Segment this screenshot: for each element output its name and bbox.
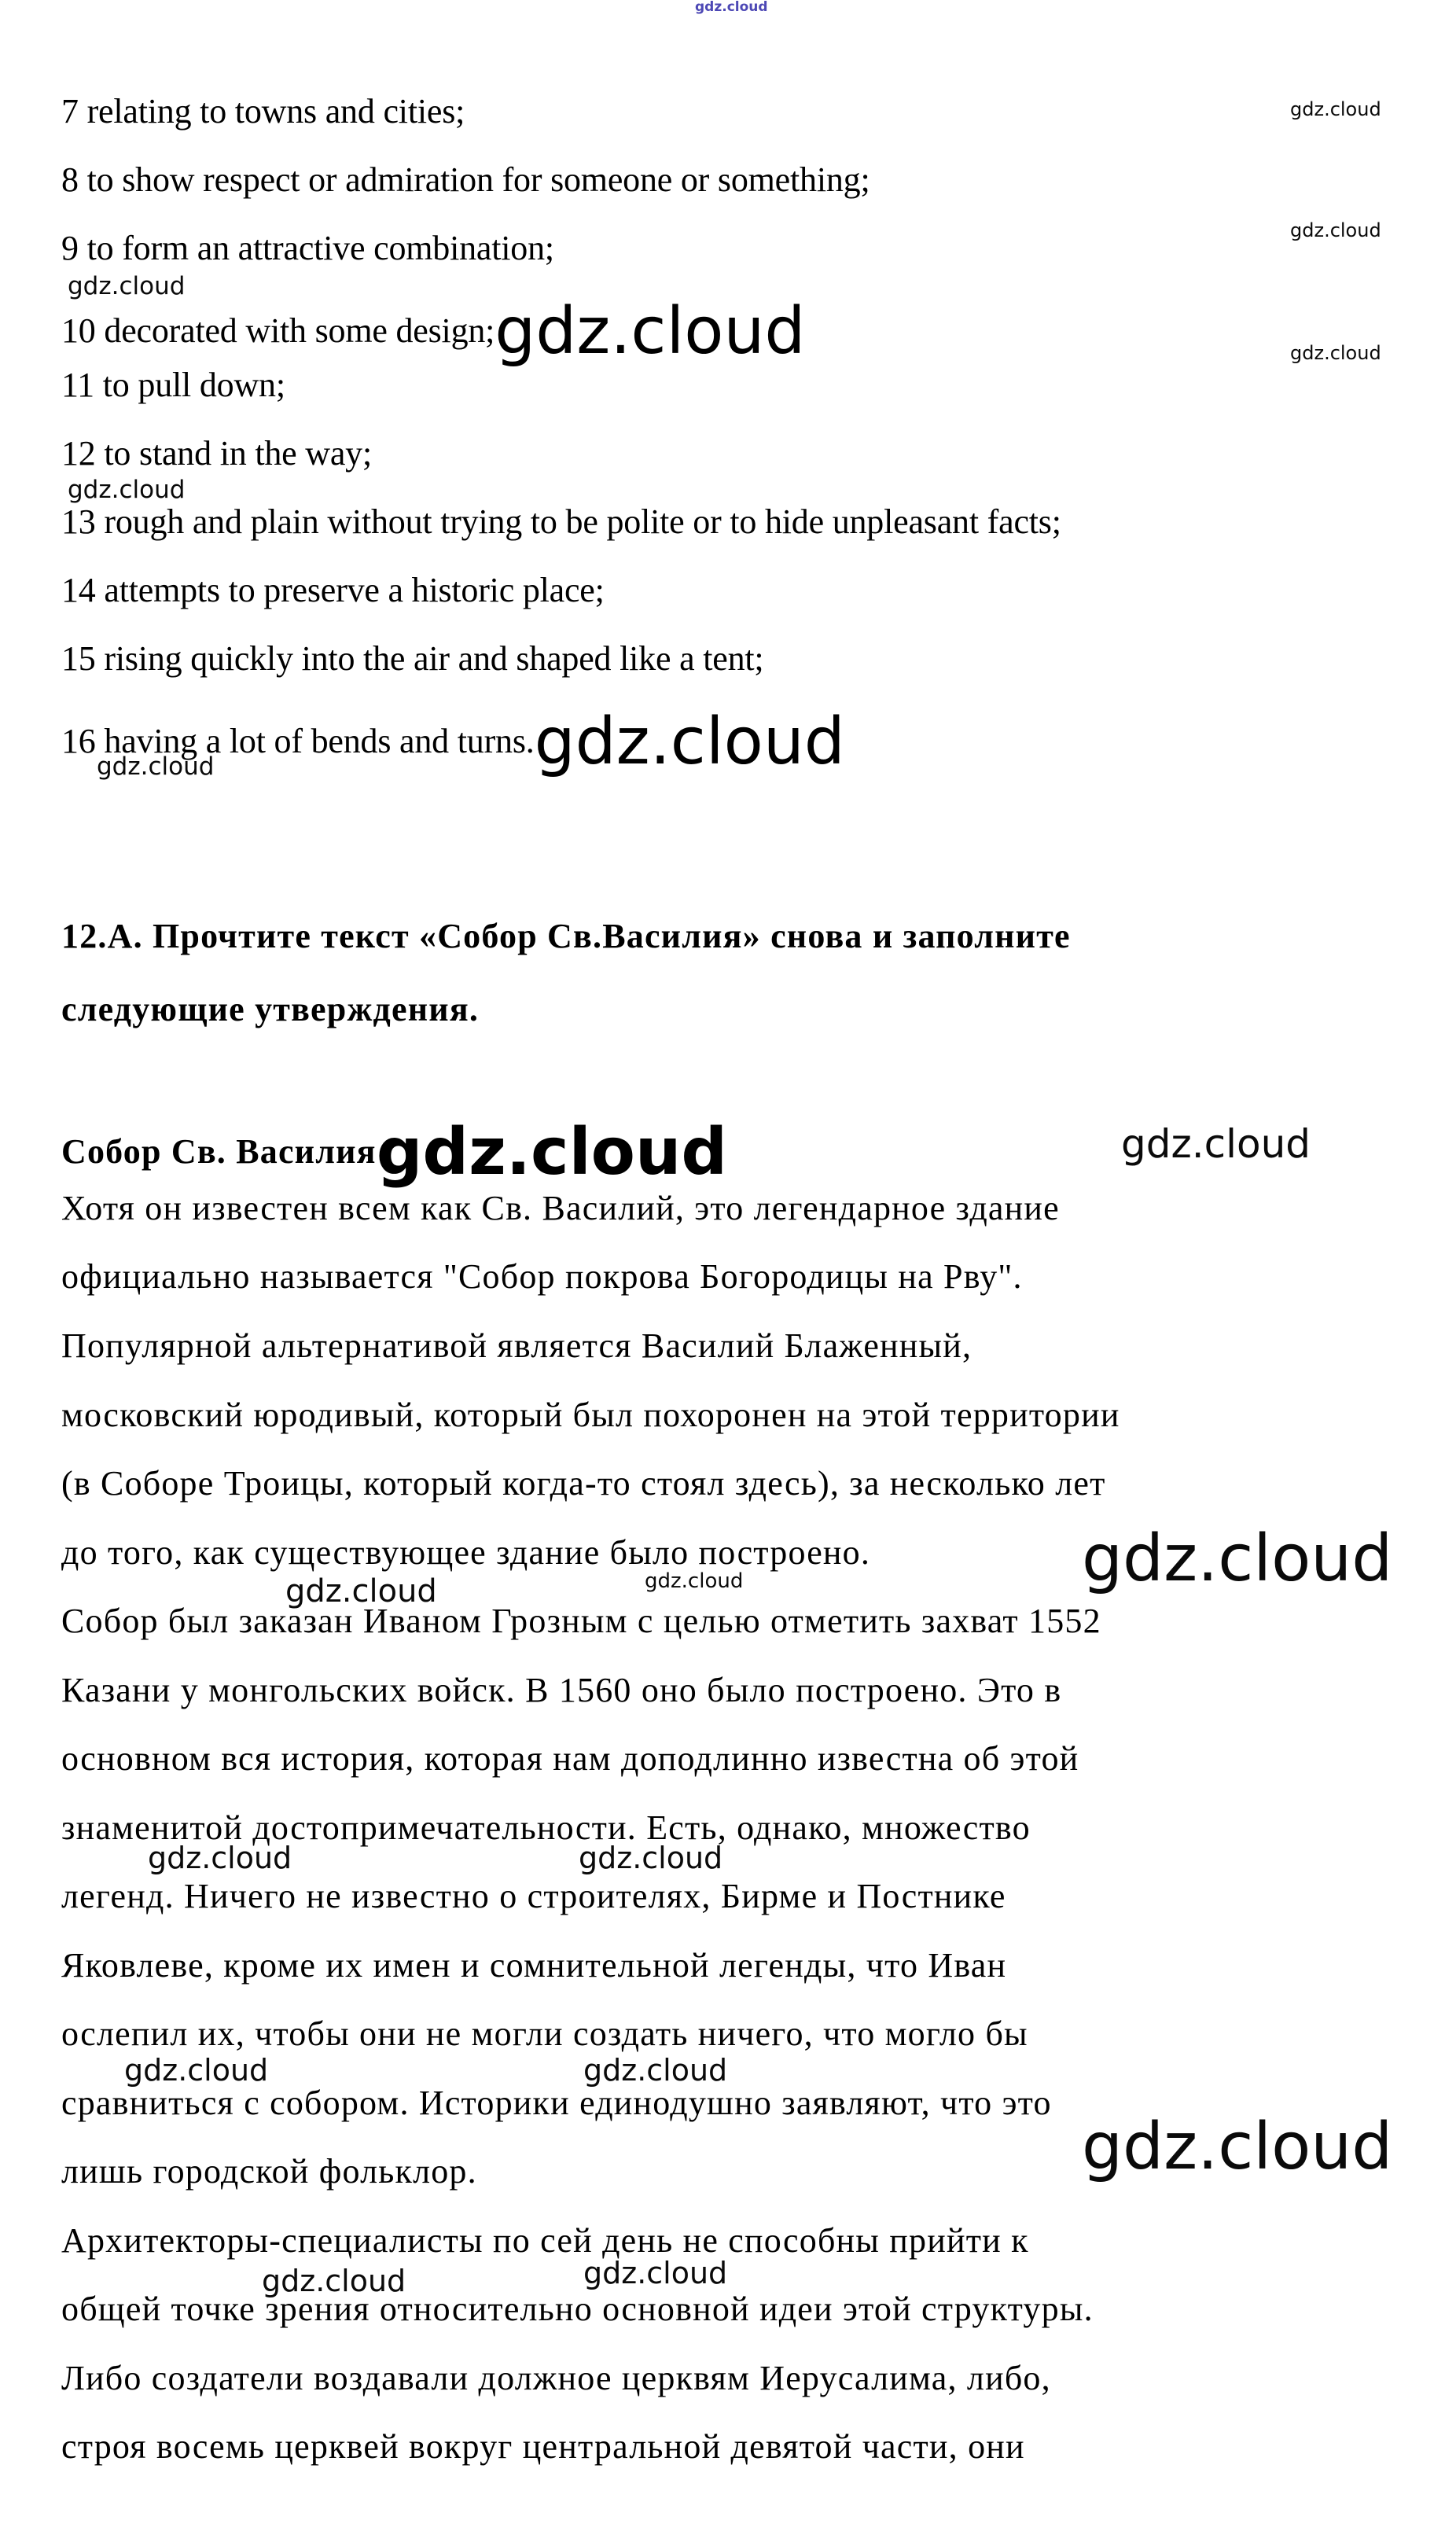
definition-text: 10 decorated with some design;	[61, 311, 495, 350]
gdz-watermark: gdz.cloud	[148, 1841, 292, 1875]
exercise-heading-line-2: следующие утверждения.	[61, 990, 480, 1028]
article-text-line: общей точке зрения относительно основной идеи этой структуры.	[61, 2290, 1094, 2328]
gdz-watermark: gdz.cloud	[583, 2256, 728, 2290]
gdz-watermark: gdz.cloud	[1121, 1121, 1311, 1167]
gdz-watermark: gdz.cloud	[1290, 219, 1381, 241]
exercise-heading-line-1: 12.А. Прочтите текст «Собор Св.Василия» снова и заполните	[61, 917, 1071, 955]
article-text-line: сравниться с собором. Историки единодушно заявляют, что это	[61, 2084, 1052, 2122]
article-text-line: (в Соборе Троицы, который когда-то стоял здесь), за несколько лет	[61, 1464, 1106, 1503]
gdz-watermark: gdz.cloud	[1082, 1521, 1393, 1596]
definition-line-15: 15 rising quickly into the air and shaped like a tent;	[61, 639, 764, 678]
article-text-line: основном вся история, которая нам доподлинно известна об этой	[61, 1739, 1079, 1778]
gdz-watermark: gdz.cloud	[645, 1569, 744, 1593]
article-text-line: Хотя он известен всем как Св. Василий, это легендарное здание	[61, 1189, 1060, 1227]
definition-line-10	[61, 294, 806, 369]
article-text-line: Собор был заказан Иваном Грозным с целью отметить захват 1552	[61, 1602, 1101, 1640]
article-title	[61, 1115, 728, 1190]
article-text-line: Казани у монгольских войск. В 1560 оно было построено. Это в	[61, 1671, 1062, 1709]
article-text-line: легенд. Ничего не известно о строителях, Бирме и Постнике	[61, 1877, 1006, 1915]
gdz-watermark: gdz.cloud	[376, 1115, 728, 1190]
article-text-line: Яковлеве, кроме их имен и сомнительной легенды, что Иван	[61, 1946, 1007, 1985]
definition-line-14: 14 attempts to preserve a historic place;	[61, 571, 605, 609]
gdz-watermark: gdz.cloud	[68, 272, 186, 300]
article-text-line: московский юродивый, который был похоронен на этой территории	[61, 1396, 1120, 1434]
gdz-watermark: gdz.cloud	[1290, 342, 1381, 364]
article-text-line: знаменитой достопримечательности. Есть, однако, множество	[61, 1808, 1031, 1847]
gdz-watermark: gdz.cloud	[1290, 98, 1381, 120]
article-text-line: Либо создатели воздавали должное церквям Иерусалима, либо,	[61, 2359, 1051, 2397]
article-text-line: официально называется "Собор покрова Богородицы на Рву".	[61, 1257, 1023, 1296]
definition-text: 16 having a lot of bends and turns.	[61, 722, 535, 760]
gdz-watermark: gdz.cloud	[583, 2053, 728, 2088]
article-text-line: Архитекторы-специалисты по сей день не способны прийти к	[61, 2221, 1029, 2260]
article-text-line: строя восемь церквей вокруг центральной девятой части, они	[61, 2427, 1025, 2466]
definition-line-11: 11 to pull down;	[61, 366, 285, 404]
article-title-text: Собор Св. Василия	[61, 1132, 377, 1171]
gdz-watermark: gdz.cloud	[97, 752, 215, 781]
gdz-watermark: gdz.cloud	[579, 1841, 723, 1875]
article-text-line: лишь городской фольклор.	[61, 2152, 477, 2191]
article-text-line: ослепил их, чтобы они не могли создать ничего, что могло бы	[61, 2014, 1028, 2053]
article-text-line: до того, как существующее здание было построено.	[61, 1533, 871, 1572]
gdz-watermark: gdz.cloud	[1082, 2110, 1393, 2184]
gdz-logo-watermark: gdz.cloud	[695, 0, 768, 15]
definition-line-8: 8 to show respect or admiration for someone or something;	[61, 160, 870, 199]
gdz-watermark: gdz.cloud	[124, 2053, 269, 2088]
definition-line-12: 12 to stand in the way;	[61, 434, 373, 473]
article-text-line: Популярной альтернативой является Василий Блаженный,	[61, 1326, 973, 1365]
gdz-watermark: gdz.cloud	[495, 294, 806, 369]
definition-line-9: 9 to form an attractive combination;	[61, 229, 554, 267]
gdz-watermark: gdz.cloud	[534, 704, 845, 779]
gdz-watermark: gdz.cloud	[68, 476, 186, 504]
gdz-watermark: gdz.cloud	[285, 1573, 437, 1609]
definition-line-7: 7 relating to towns and cities;	[61, 92, 465, 131]
definition-line-13: 13 rough and plain without trying to be polite or to hide unpleasant facts;	[61, 502, 1061, 541]
gdz-watermark: gdz.cloud	[262, 2264, 406, 2298]
